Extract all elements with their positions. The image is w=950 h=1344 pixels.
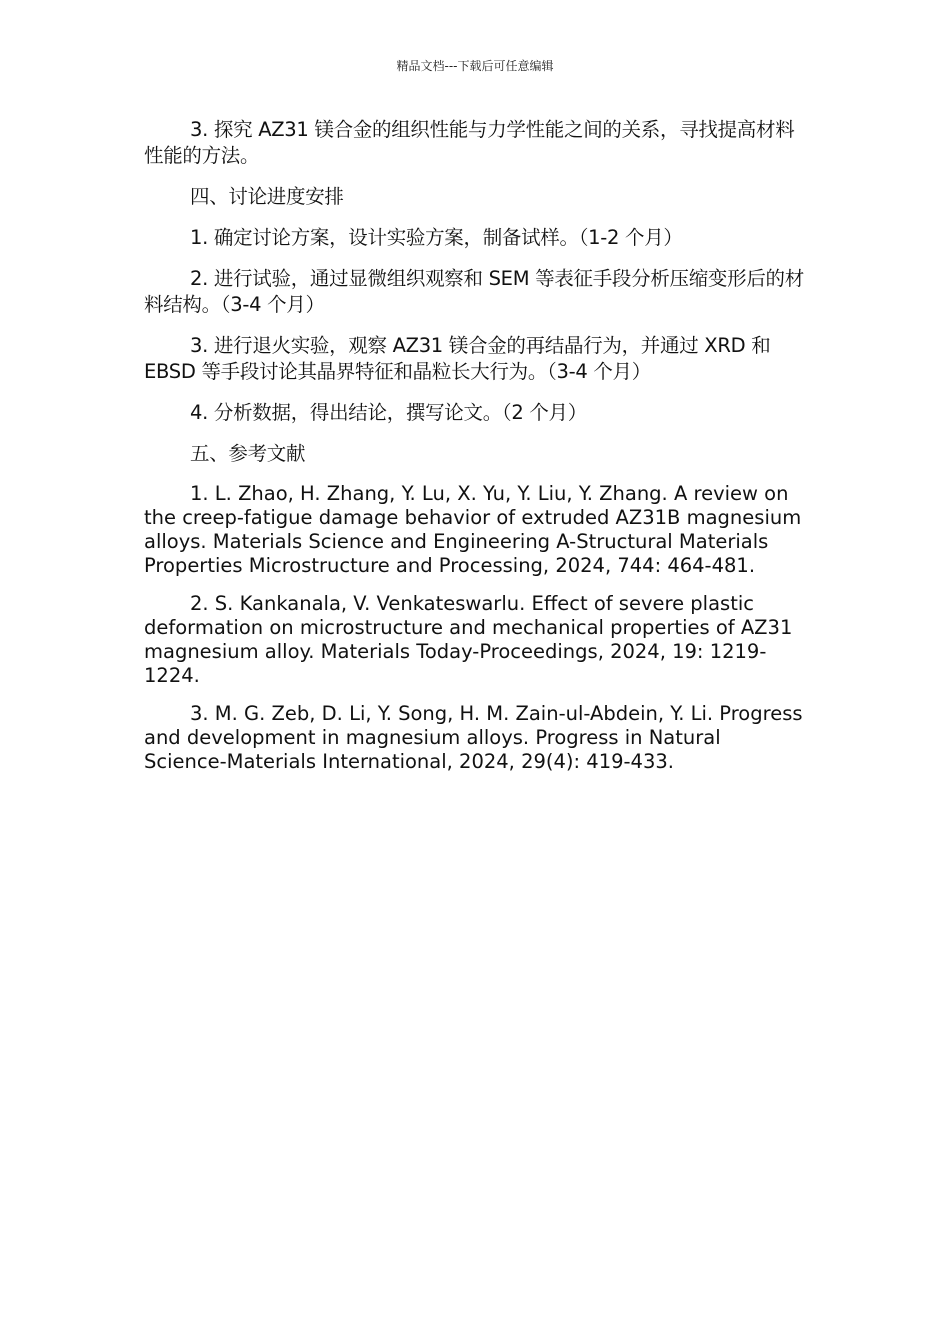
research-goal-item-3: 3. 探究 AZ31 镁合金的组织性能与力学性能之间的关系，寻找提高材料性能的方法。 [144, 118, 795, 167]
schedule-item-4: 4. 分析数据，得出结论，撰写论文。（2 个月） [190, 401, 587, 424]
reference-item-2: 2. S. Kankanala, V. Venkateswarlu. Effect of severe plastic deformation on microstructure and mechanical properties of AZ31 magnesium alloy. Materials Today-Proceedings, 2024, 19: 1219-1224. [144, 592, 793, 687]
document-body [144, 117, 804, 788]
section-heading-schedule: 四、讨论进度安排 [190, 185, 344, 208]
section-heading-references: 五、参考文献 [190, 442, 306, 465]
reference-item-1: 1. L. Zhao, H. Zhang, Y. Lu, X. Yu, Y. Liu, Y. Zhang. A review on the creep-fatigue damage behavior of extruded AZ31B magnesium alloys. Materials Science and Engineering A-Structural Materials Properties Microstructure and Processing, 2024, 744: 464-481. [144, 482, 802, 577]
page-header: 精品文档---下载后可任意编辑 [396, 59, 554, 73]
reference-item-3: 3. M. G. Zeb, D. Li, Y. Song, H. M. Zain-ul-Abdein, Y. Li. Progress and development in magnesium alloys. Progress in Natural Science-Materials International, 2024, 29(4): 419-433. [144, 702, 803, 773]
schedule-item-2: 2. 进行试验，通过显微组织观察和 SEM 等表征手段分析压缩变形后的材料结构。（3-4 个月） [144, 267, 804, 316]
schedule-item-3: 3. 进行退火实验，观察 AZ31 镁合金的再结晶行为，并通过 XRD 和 EBSD 等手段讨论其晶界特征和晶粒长大行为。（3-4 个月） [144, 334, 771, 383]
schedule-item-1: 1. 确定讨论方案，设计实验方案，制备试样。（1-2 个月） [190, 226, 683, 249]
